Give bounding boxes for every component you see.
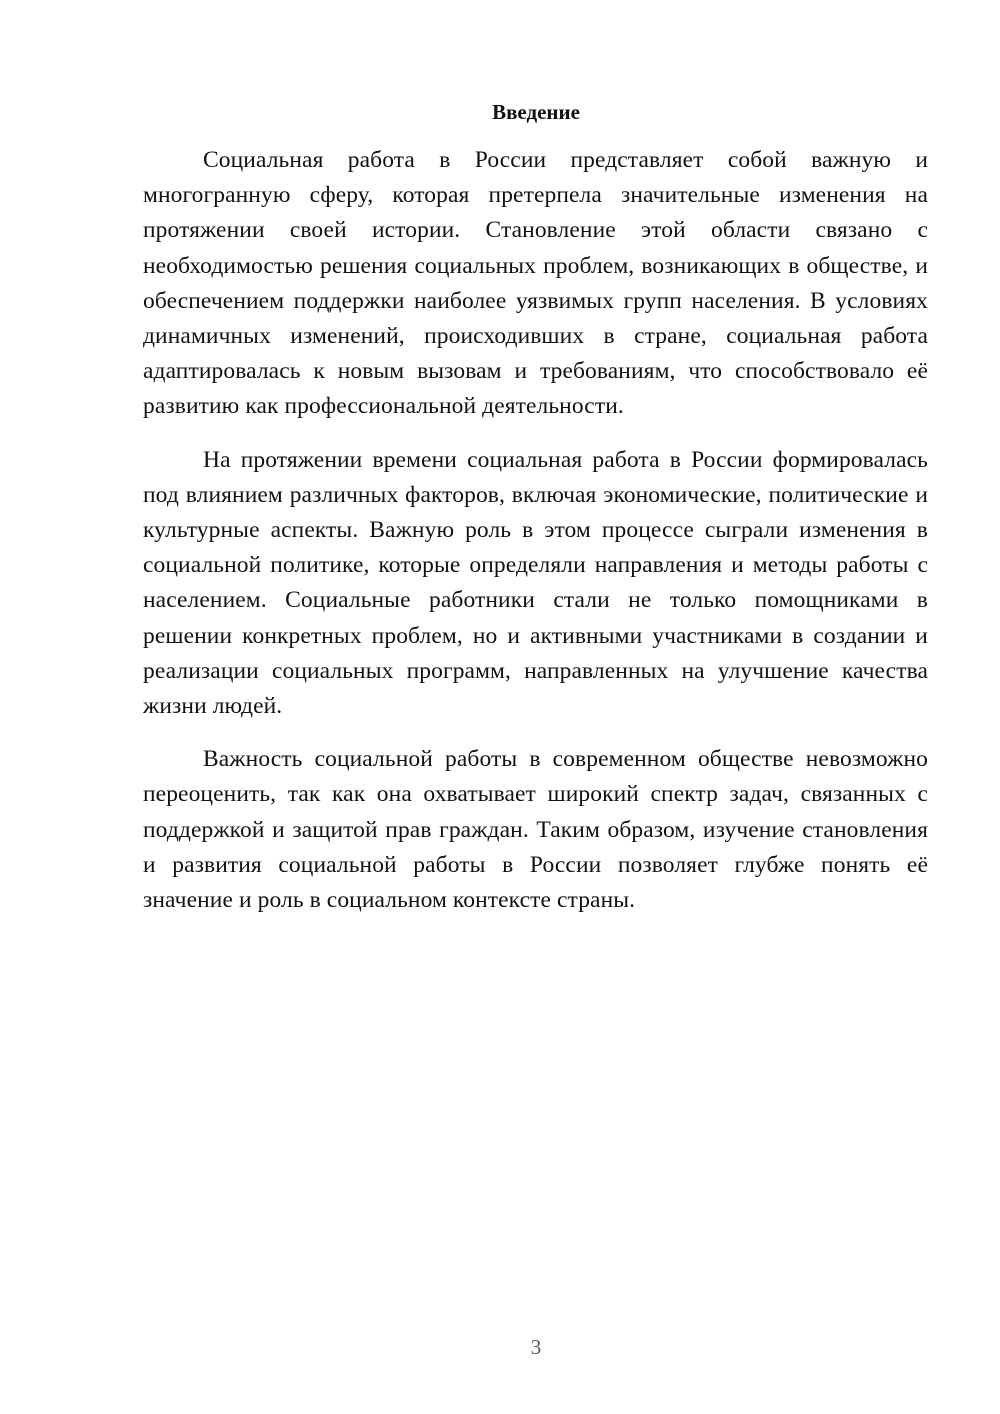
paragraph-2: На протяжении времени социальная работа в России формировалась под влиянием различных факторов, включая экономические, политические и культурные аспекты. Важную роль в этом процессе сыграли изменения в социальной политике, которые определяли направления и методы работы с населением. Социальные работники стали не только помощниками в решении конкретных проблем, но и активными участниками в создании и реализации социальных программ, направленных на улучшение качества жизни людей. bbox=[143, 446, 928, 720]
paragraph-1: Социальная работа в России представляет собой важную и многогранную сферу, которая претерпела значительные изменения на протяжении своей истории. Становление этой области связано с необходимостью решения социальных проблем, возникающих в обществе, и обеспечением поддержки наиболее уязвимых групп населения. В условиях динамичных изменений, происходивших в стране, социальная работа адаптировалась к новым вызовам и требованиям, что способствовало её развитию как профессиональной деятельности. bbox=[143, 147, 928, 420]
section-title: Введение bbox=[492, 100, 580, 124]
page-number: 3 bbox=[530, 1335, 542, 1359]
body-text bbox=[143, 143, 928, 936]
paragraph-3: Важность социальной работы в современном обществе невозможно переоценить, так как она охватывает широкий спектр задач, связанных с поддержкой и защитой прав граждан. Таким образом, изучение становления и развития социальной работы в России позволяет глубже понять её значение и роль в социальном контексте страны. bbox=[143, 746, 928, 914]
